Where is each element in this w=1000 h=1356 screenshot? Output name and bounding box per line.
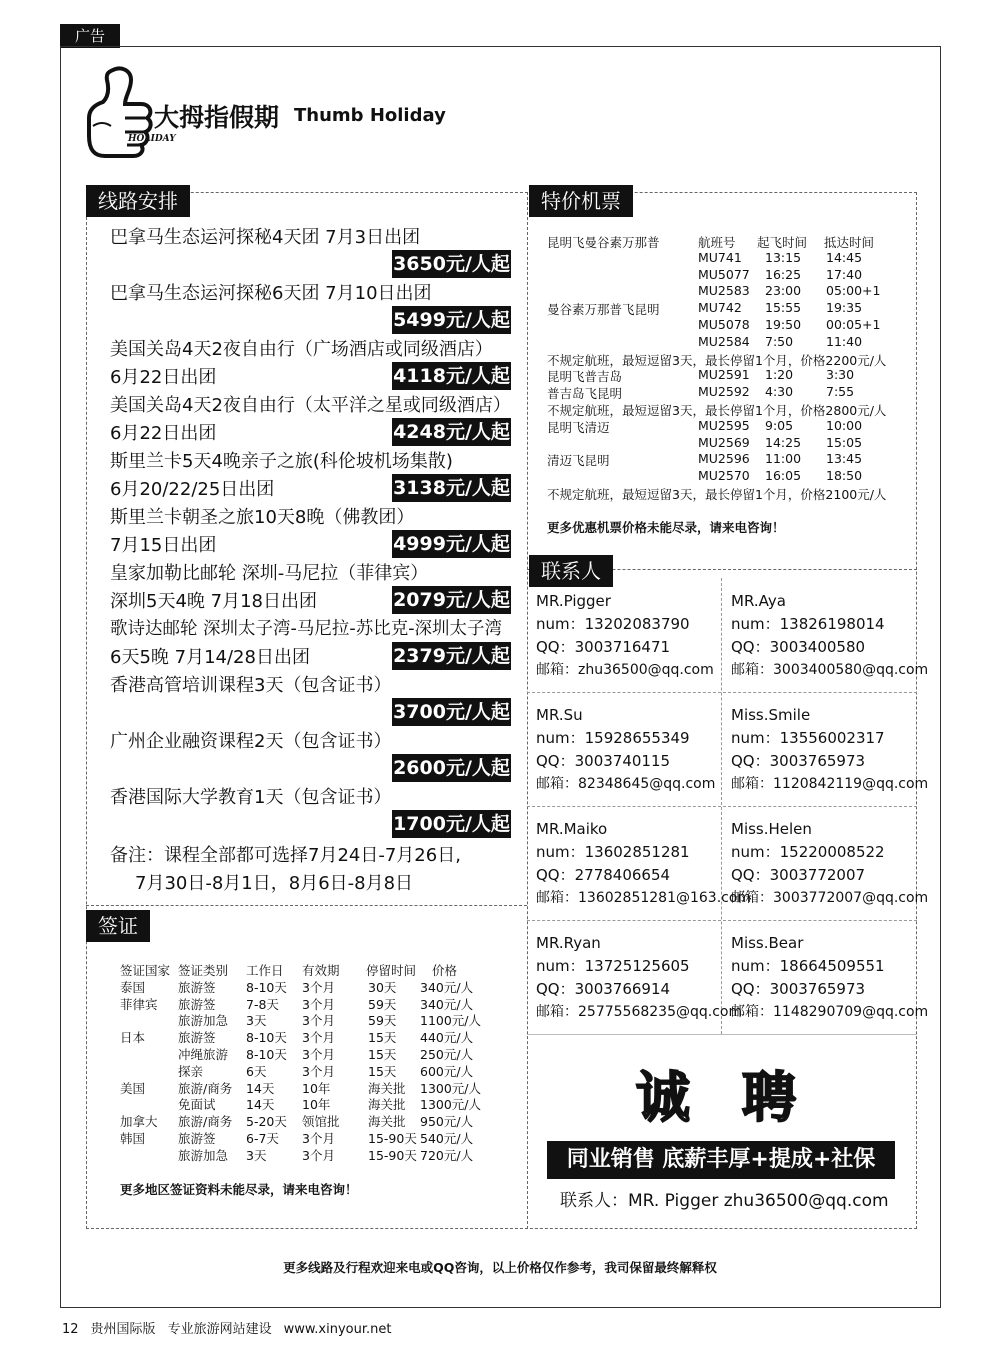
- visa-cell: 950元/人: [420, 1114, 474, 1130]
- visa-cell: 菲律宾: [120, 996, 158, 1012]
- flight-note: 不规定航班，最短逗留3天，最长停留1个月，价格2200元/人: [547, 352, 887, 368]
- route-name: 香港高管培训课程3天（包含证书）: [110, 675, 392, 696]
- flight-number: MU2592: [698, 384, 750, 400]
- flight-arrival: 10:00: [826, 417, 863, 433]
- logo-holiday-text: HOLIDAY: [128, 134, 176, 144]
- visa-cell: 旅游/商务: [178, 1080, 233, 1096]
- contact-name: MR.Pigger: [536, 592, 611, 610]
- contact-num: num：13202083790: [536, 615, 690, 633]
- visa-title: 签证: [86, 910, 150, 942]
- visa-cell: 15-90天: [368, 1147, 417, 1163]
- contact-qq: QQ：3003772007: [731, 866, 866, 884]
- route-price: 2379元/人起: [392, 642, 511, 670]
- routes-note-line2: 7月30日-8月1日，8月6日-8月8日: [135, 873, 414, 894]
- flight-departure: 1:20: [765, 367, 794, 383]
- visa-cell: 免面试: [178, 1097, 216, 1113]
- visa-cell: 3个月: [302, 1147, 335, 1163]
- flight-route: 曼谷素万那普飞昆明: [547, 302, 660, 318]
- visa-cell: 旅游/商务: [178, 1114, 233, 1130]
- visa-cell: 1300元/人: [420, 1080, 482, 1096]
- visa-cell: 旅游加急: [178, 1147, 229, 1163]
- visa-cell: 旅游签: [178, 1131, 216, 1146]
- flight-note: 不规定航班，最短逗留3天，最长停留1个月，价格2100元/人: [547, 487, 887, 502]
- brand-name-en: Thumb Holiday: [294, 105, 446, 126]
- route-name: 皇家加勒比邮轮 深圳-马尼拉（菲律宾）: [110, 563, 429, 584]
- visa-more-note: 更多地区签证资料未能尽录，请来电咨询！: [120, 1182, 358, 1197]
- flight-number: MU2583: [698, 283, 750, 299]
- contacts-bottom-divider: [527, 1034, 917, 1035]
- visa-cell: 14天: [246, 1097, 275, 1113]
- flight-route: 昆明飞曼谷素万那普: [547, 235, 660, 250]
- contact-num: num：15928655349: [536, 729, 690, 747]
- routes-note-line1: 备注：课程全部都可选择7月24日-7月26日,: [110, 845, 461, 866]
- contact-email[interactable]: 邮箱：25775568235@qq.com: [536, 1004, 743, 1020]
- contact-num: num：13556002317: [731, 729, 885, 747]
- contact-email[interactable]: 邮箱：1120842119@qq.com: [731, 776, 929, 792]
- contact-email[interactable]: 邮箱：3003772007@qq.com: [731, 890, 929, 906]
- flight-departure: 19:50: [765, 317, 802, 332]
- flight-route: 清迈飞昆明: [547, 453, 610, 469]
- visa-cell: 冲绳旅游: [178, 1047, 229, 1062]
- contact-name: Miss.Helen: [731, 820, 812, 838]
- flight-number: MU741: [698, 249, 742, 265]
- contact-qq: QQ：2778406654: [536, 866, 671, 884]
- contact-card: [527, 578, 722, 692]
- route-price: 3700元/人起: [392, 698, 511, 726]
- contact-num: num：15220008522: [731, 843, 885, 861]
- slogan: 专业旅游网站建设: [167, 1322, 272, 1337]
- contact-email[interactable]: 邮箱：3003400580@qq.com: [731, 662, 929, 678]
- contact-qq: QQ：3003400580: [731, 638, 866, 656]
- visa-cell: 5-20天: [246, 1114, 287, 1130]
- visa-cell: 15天: [368, 1030, 397, 1046]
- visa-col-header: 工作日: [246, 963, 284, 978]
- edition: 贵州国际版: [90, 1322, 156, 1337]
- visa-cell: 6天: [246, 1063, 267, 1079]
- visa-cell: 3个月: [302, 1013, 335, 1029]
- contact-name: Miss.Bear: [731, 934, 804, 952]
- flight-note: 不规定航班，最短逗留3天，最长停留1个月，价格2800元/人: [547, 403, 887, 418]
- route-name: 广州企业融资课程2天（包含证书）: [110, 731, 392, 752]
- visa-cell: 旅游签: [178, 979, 216, 995]
- recruit-char-2: 聘: [742, 1065, 796, 1129]
- flight-arrival: 18:50: [826, 468, 863, 484]
- flight-number: MU2596: [698, 451, 750, 467]
- visa-cell: 15天: [368, 1063, 397, 1079]
- contact-qq: QQ：3003766914: [536, 980, 671, 998]
- route-date: 6月20/22/25日出团: [110, 479, 275, 500]
- page-number: 12: [62, 1322, 79, 1337]
- route-price: 2600元/人起: [392, 754, 511, 782]
- visa-cell: 旅游签: [178, 996, 216, 1012]
- recruit-char-1: 诚: [636, 1065, 690, 1129]
- flight-col-header: 起飞时间: [757, 235, 808, 250]
- route-price: 4118元/人起: [392, 362, 511, 390]
- route-name: 巴拿马生态运河探秘6天团 7月10日出团: [110, 283, 432, 304]
- visa-cell: 加拿大: [120, 1114, 158, 1130]
- routes-title: 线路安排: [86, 185, 190, 217]
- flight-departure: 16:05: [765, 468, 802, 484]
- visa-cell: 6-7天: [246, 1131, 279, 1146]
- contact-qq: QQ：3003716471: [536, 638, 671, 656]
- visa-cell: 8-10天: [246, 1047, 287, 1062]
- visa-cell: 30天: [368, 979, 397, 995]
- route-price: 4999元/人起: [392, 530, 511, 558]
- thumb-logo-icon: [85, 66, 155, 158]
- contact-email[interactable]: 邮箱：zhu36500@qq.com: [536, 662, 714, 678]
- contacts-title: 联系人: [529, 555, 613, 587]
- visa-cell: 3个月: [302, 1047, 335, 1062]
- route-name: 美国关岛4天2夜自由行（太平洋之星或同级酒店）: [110, 395, 511, 416]
- flight-col-header: 航班号: [698, 235, 736, 250]
- contact-name: Miss.Smile: [731, 706, 811, 724]
- route-date: 6月22日出团: [110, 423, 217, 444]
- ad-tag: 广告: [60, 24, 120, 48]
- flight-arrival: 13:45: [826, 451, 863, 467]
- visa-cell: 7-8天: [246, 996, 279, 1012]
- visa-cell: 720元/人: [420, 1147, 474, 1163]
- flight-arrival: 17:40: [826, 266, 863, 282]
- route-date: 6月22日出团: [110, 367, 217, 388]
- visa-cell: 探亲: [178, 1063, 204, 1079]
- flight-departure: 11:00: [765, 451, 802, 467]
- visa-cell: 领馆批: [302, 1114, 340, 1130]
- visa-cell: 泰国: [120, 979, 146, 995]
- route-name: 香港国际大学教育1天（包含证书）: [110, 787, 392, 808]
- visa-cell: 1100元/人: [420, 1013, 482, 1029]
- flight-arrival: 14:45: [826, 249, 863, 265]
- contact-num: num：13725125605: [536, 957, 690, 975]
- flight-departure: 23:00: [765, 283, 802, 299]
- flight-departure: 7:50: [765, 333, 794, 349]
- visa-col-header: 停留时间: [366, 963, 417, 978]
- route-name: 美国关岛4天2夜自由行（广场酒店或同级酒店）: [110, 339, 493, 360]
- flight-number: MU5077: [698, 266, 750, 282]
- route-price: 5499元/人起: [392, 306, 511, 334]
- visa-col-header: 签证类别: [178, 963, 229, 978]
- visa-cell: 3个月: [302, 979, 335, 995]
- flight-arrival: 7:55: [826, 384, 855, 400]
- contact-num: num：18664509551: [731, 957, 885, 975]
- route-price: 3650元/人起: [392, 250, 511, 278]
- visa-cell: 1300元/人: [420, 1097, 482, 1113]
- left-section-divider: [86, 905, 527, 906]
- visa-cell: 美国: [120, 1080, 146, 1096]
- contact-qq: QQ：3003765973: [731, 752, 866, 770]
- contact-card: [722, 578, 929, 692]
- recruit-banner: 同业销售 底薪丰厚+提成+社保: [547, 1141, 895, 1179]
- visa-cell: 10年: [302, 1097, 331, 1113]
- contact-qq: QQ：3003765973: [731, 980, 866, 998]
- flight-number: MU5078: [698, 317, 750, 332]
- visa-cell: 海关批: [368, 1097, 406, 1113]
- visa-cell: 3个月: [302, 1063, 335, 1079]
- visa-cell: 340元/人: [420, 996, 474, 1012]
- route-name: 歌诗达邮轮 深圳太子湾-马尼拉-苏比克-深圳太子湾: [110, 619, 503, 639]
- visa-cell: 8-10天: [246, 979, 287, 995]
- contact-card: [527, 692, 722, 806]
- visa-cell: 3天: [246, 1147, 267, 1163]
- flight-number: MU2570: [698, 468, 750, 484]
- site-url[interactable]: www.xinyour.net: [283, 1322, 392, 1337]
- brand-name-cn: 大拇指假期: [154, 103, 280, 132]
- visa-cell: 韩国: [120, 1131, 146, 1146]
- visa-cell: 日本: [120, 1030, 146, 1046]
- flight-col-header: 抵达时间: [824, 235, 875, 250]
- visa-cell: 旅游签: [178, 1030, 216, 1046]
- visa-cell: 10年: [302, 1080, 331, 1096]
- route-name: 斯里兰卡5天4晚亲子之旅(科伦坡机场集散): [110, 451, 453, 472]
- route-date: 7月15日出团: [110, 535, 217, 556]
- flights-title: 特价机票: [529, 185, 633, 217]
- visa-cell: 59天: [368, 996, 397, 1012]
- flight-departure: 9:05: [765, 417, 794, 433]
- visa-cell: 3个月: [302, 1030, 335, 1046]
- contact-email[interactable]: 邮箱：13602851281@163.com: [536, 890, 752, 906]
- visa-cell: 14天: [246, 1080, 275, 1096]
- visa-cell: 海关批: [368, 1080, 406, 1096]
- visa-cell: 3个月: [302, 1131, 335, 1146]
- contact-name: MR.Su: [536, 706, 583, 724]
- route-name: 斯里兰卡朝圣之旅10天8晚（佛教团）: [110, 507, 415, 528]
- route-price: 2079元/人起: [392, 586, 511, 614]
- contact-card: [722, 920, 929, 1034]
- visa-cell: 600元/人: [420, 1063, 474, 1079]
- bottom-disclaimer: 更多线路及行程欢迎来电或QQ咨询，以上价格仅作参考，我司保留最终解释权: [283, 1260, 717, 1275]
- flight-number: MU2591: [698, 367, 750, 383]
- route-price: 3138元/人起: [392, 474, 511, 502]
- flight-departure: 14:25: [765, 434, 802, 450]
- flight-departure: 15:55: [765, 300, 802, 316]
- route-date: 6天5晚 7月14/28日出团: [110, 647, 310, 668]
- flight-departure: 4:30: [765, 384, 794, 400]
- visa-cell: 8-10天: [246, 1030, 287, 1046]
- visa-cell: 250元/人: [420, 1047, 474, 1062]
- contact-card: [527, 806, 752, 920]
- flight-number: MU742: [698, 300, 742, 316]
- flight-arrival: 19:35: [826, 300, 863, 316]
- contact-card: [722, 692, 929, 806]
- flights-more-note: 更多优惠机票价格未能尽录，请来电咨询！: [547, 520, 785, 535]
- visa-cell: 340元/人: [420, 979, 474, 995]
- flight-arrival: 3:30: [826, 367, 855, 383]
- visa-cell: 15天: [368, 1047, 397, 1062]
- visa-cell: 旅游加急: [178, 1013, 229, 1029]
- flight-arrival: 15:05: [826, 434, 863, 450]
- contact-card: [722, 806, 929, 920]
- contact-name: MR.Aya: [731, 592, 786, 610]
- route-price: 1700元/人起: [392, 810, 511, 838]
- visa-col-header: 签证国家: [120, 963, 171, 978]
- contact-qq: QQ：3003740115: [536, 752, 671, 770]
- visa-cell: 海关批: [368, 1114, 406, 1130]
- flight-arrival: 00:05+1: [826, 317, 881, 332]
- contact-email[interactable]: 邮箱：1148290709@qq.com: [731, 1004, 929, 1020]
- visa-cell: 15-90天: [368, 1131, 417, 1146]
- contact-email[interactable]: 邮箱：82348645@qq.com: [536, 776, 716, 792]
- flight-number: MU2569: [698, 434, 750, 450]
- visa-cell: 3天: [246, 1013, 267, 1029]
- flight-departure: 13:15: [765, 249, 802, 265]
- visa-cell: 540元/人: [420, 1131, 474, 1146]
- flight-number: MU2584: [698, 333, 750, 349]
- route-date: 深圳5天4晚 7月18日出团: [110, 591, 317, 612]
- flight-route: 昆明飞清迈: [547, 419, 610, 435]
- flight-arrival: 05:00+1: [826, 283, 881, 299]
- contact-num: num：13602851281: [536, 843, 690, 861]
- route-name: 巴拿马生态运河探秘4天团 7月3日出团: [110, 227, 421, 248]
- contact-num: num：13826198014: [731, 615, 885, 633]
- contact-name: MR.Maiko: [536, 820, 608, 838]
- visa-cell: 3个月: [302, 996, 335, 1012]
- flight-number: MU2595: [698, 417, 750, 433]
- contact-card: [527, 920, 743, 1034]
- flight-departure: 16:25: [765, 266, 802, 282]
- recruit-contact: 联系人：MR. Pigger zhu36500@qq.com: [560, 1191, 889, 1211]
- route-price: 4248元/人起: [392, 418, 511, 446]
- flight-route: 昆明飞普吉岛: [547, 369, 623, 385]
- contact-name: MR.Ryan: [536, 934, 601, 952]
- page-footer: [62, 1318, 403, 1337]
- flight-route: 普吉岛飞昆明: [547, 386, 623, 402]
- visa-col-header: 价格: [432, 963, 458, 978]
- flight-arrival: 11:40: [826, 333, 863, 349]
- visa-cell: 59天: [368, 1013, 397, 1029]
- visa-cell: 440元/人: [420, 1030, 474, 1046]
- visa-col-header: 有效期: [302, 963, 340, 978]
